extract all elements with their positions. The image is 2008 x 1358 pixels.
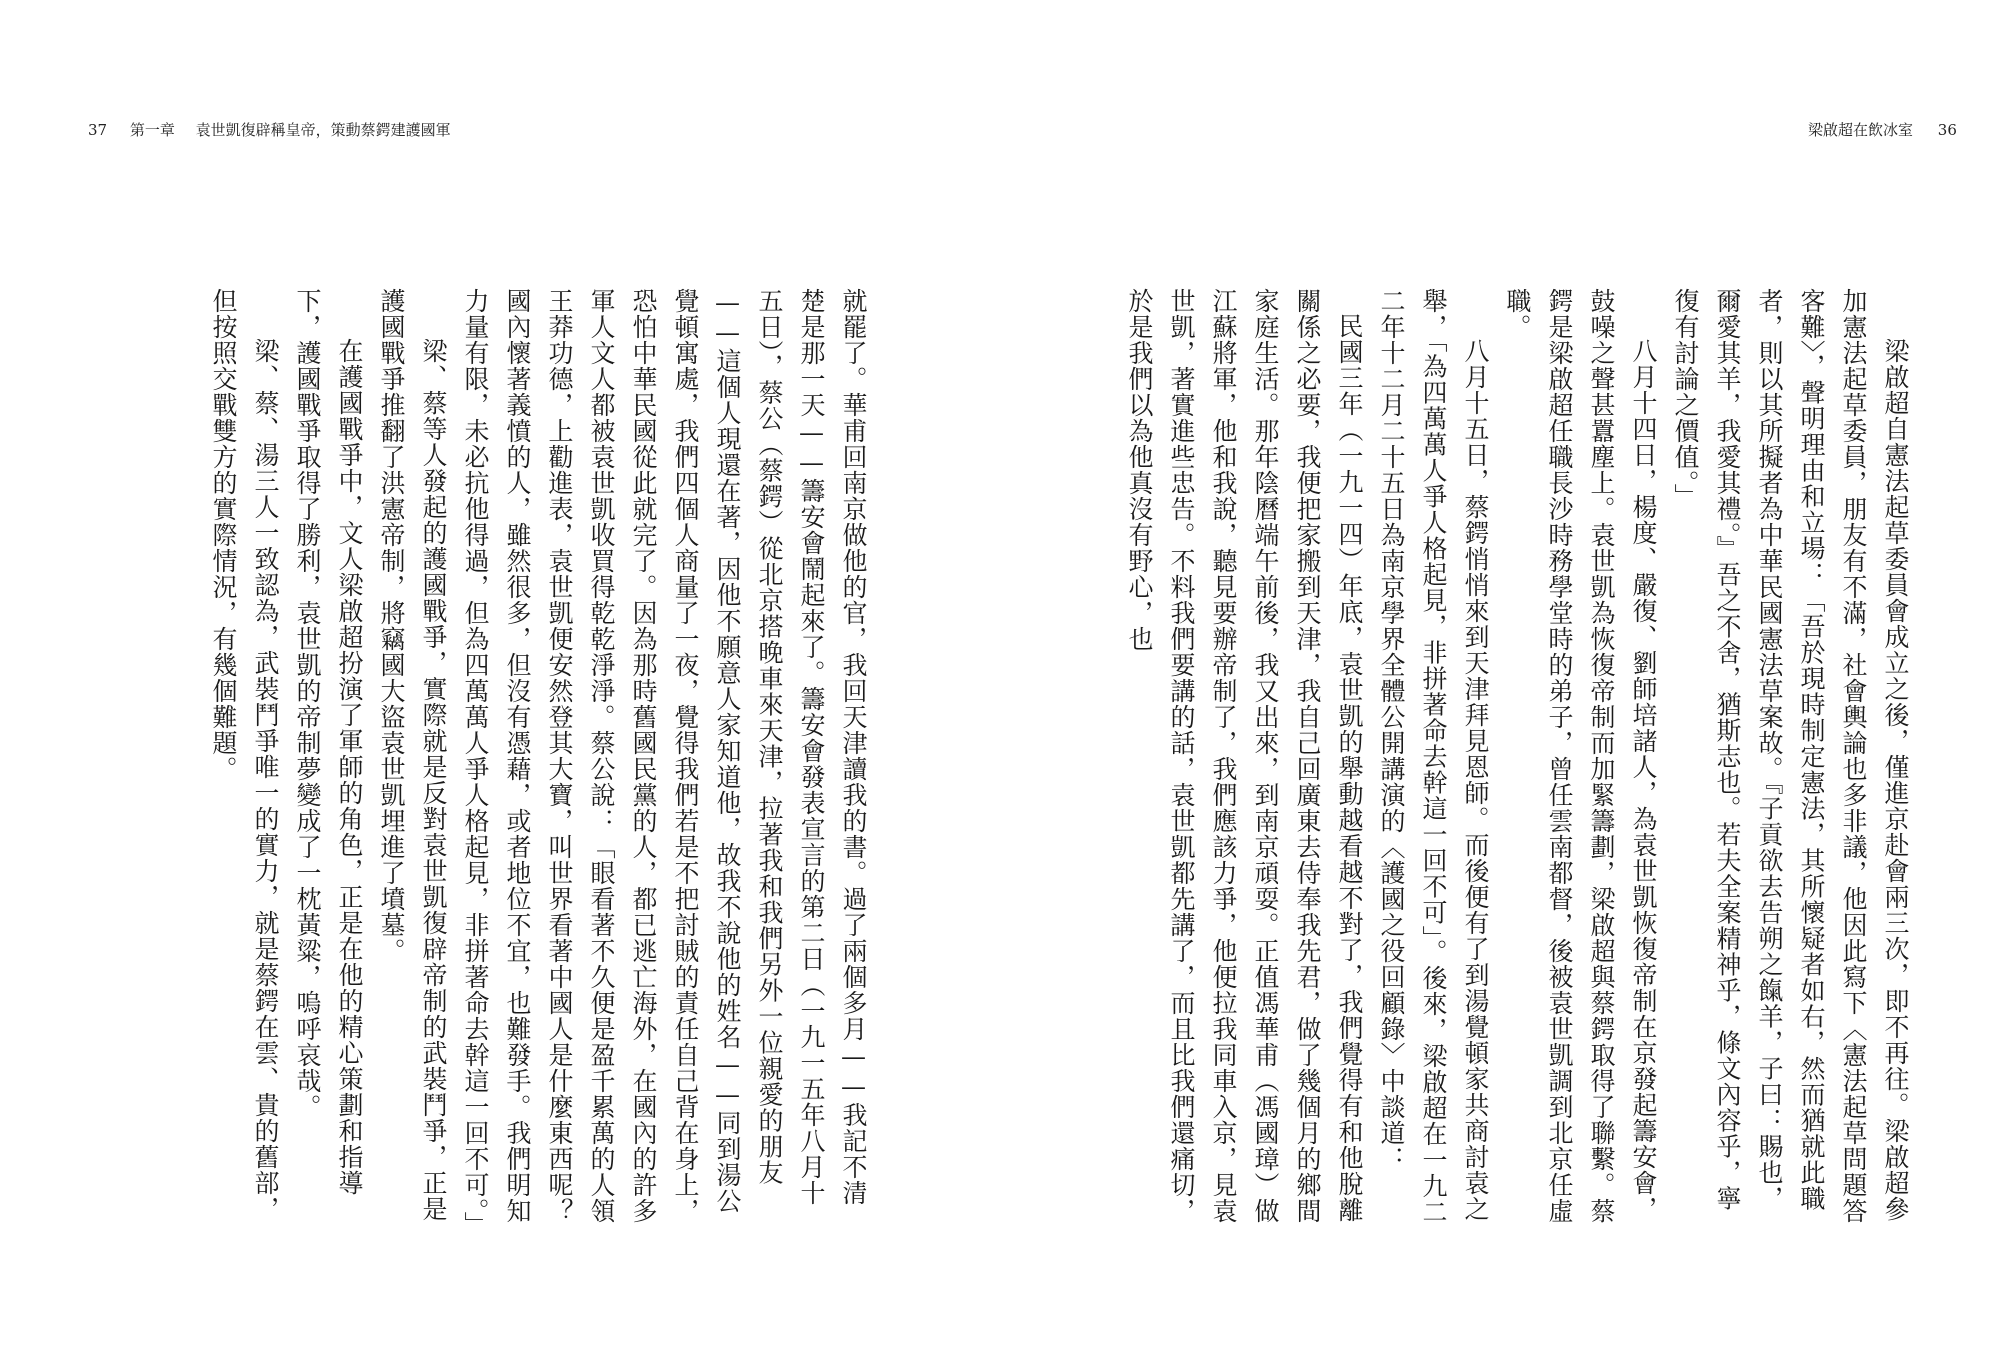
paragraph: 八月十五日，蔡鍔悄悄來到天津拜見恩師。而後便有了到湯覺頓家共商討袁之舉，「為四萬萬人爭人格起見，非拼著命去幹這一回不可」。後來，梁啟超在一九二二年十二月二十五日為南京學界全體公開講演的〈護國之役回顧錄〉中談道： <box>1377 288 1490 1225</box>
chapter-label: 第一章 <box>129 121 175 139</box>
paragraph: 梁、蔡、湯三人一致認為，武裝鬥爭唯一的實力，就是蔡鍔在雲、貴的舊部，但按照交戰雙方的實際情況，有幾個難題。 <box>209 288 280 1222</box>
paragraph: 八月十四日，楊度、嚴復、劉師培諸人，為袁世凱恢復帝制在京發起籌安會，鼓噪之聲甚囂塵上。袁世凱為恢復帝制而加緊籌劃，梁啟超與蔡鍔取得了聯繫。蔡鍔是梁啟超任職長沙時務學堂時的弟子，曾任雲南都督，後被袁世凱調到北京任虛職。 <box>1503 288 1658 1224</box>
paragraph: 梁、蔡等人發起的護國戰爭，實際就是反對袁世凱復辟帝制的武裝鬥爭，正是護國戰爭推翻了洪憲帝制，將竊國大盜袁世凱埋進了墳墓。 <box>377 288 448 1222</box>
right-page-number: 36 <box>1937 121 1957 139</box>
chapter-title: 袁世凱復辟稱皇帝，策動蔡鍔建護國軍 <box>195 121 451 139</box>
paragraph: 梁啟超自憲法起草委員會成立之後，僅進京赴會兩三次，即不再往。梁啟超參加憲法起草委員，朋友有不滿，社會輿論也多非議，他因此寫下〈憲法起草問題答客難〉，聲明理由和立場：「吾於現時制定憲法，其所懷疑者如右，然而猶就此職者，則以其所擬者為中華民國憲法草案故。『子貢欲去告朔之餼羊，子曰：賜也，爾愛其羊，我愛其禮。』吾之不舍，猶斯志也。若夫全案精神乎，條文內容乎，寧復有討論之價值。」 <box>1671 288 1910 1224</box>
right-page-header <box>1808 118 1957 142</box>
book-title: 梁啟超在飲冰室 <box>1808 121 1914 139</box>
left-page-header <box>88 118 451 142</box>
block-quote: 民國三年（一九一四）年底，袁世凱的舉動越看越不對了，我們覺得有和他脫離關係之必要，我便把家搬到天津，我自己回廣東去侍奉我先君，做了幾個月的鄉間家庭生活。那年陰曆端午前後，我又出來，到南京頑耍。正值馮華甫（馮國璋）做江蘇將軍，他和我說，聽見要辦帝制了，我們應該力爭，他便拉我同車入京，見袁世凱，著實進些忠告。不料我們要講的話，袁世凱都先講了，而且比我們還痛切，於是我們以為他真沒有野心，也 <box>1125 288 1364 1224</box>
left-page-number: 37 <box>88 121 108 139</box>
paragraph: 在護國戰爭中，文人梁啟超扮演了軍師的角色，正是在他的精心策劃和指導下，護國戰爭取得了勝利，袁世凱的帝制夢變成了一枕黃粱，嗚呼哀哉。 <box>293 288 364 1196</box>
right-page-body <box>1125 288 1916 1228</box>
left-page-body <box>104 288 874 1238</box>
paragraph: 就罷了。華甫回南京做他的官，我回天津讀我的書。過了兩個多月——我記不清楚是那一天——籌安會鬧起來了。籌安會發表宣言的第二日（一九一五年八月十五日），蔡公（蔡鍔）從北京搭晚車來天津，拉著我和我們另外一位親愛的朋友——這個人現還在著，因他不願意人家知道他，故我不說他的姓名——同到湯公覺頓寓處，我們四個人商量了一夜，覺得我們若是不把討賊的責任自己背在身上，恐怕中華民國從此就完了。因為那時舊國民黨的人，都已逃亡海外，在國內的許多軍人文人都被袁世凱收買得乾乾淨淨。蔡公說：「眼看著不久便是盈千累萬的人領王莽功德，上勸進表，袁世凱便安然登其大寶，叫世界看著中國人是什麼東西呢？國內懷著義憤的人，雖然很多，但沒有憑藉，或者地位不宜，也難發手。我們明知力量有限，未必抗他得過，但為四萬萬人爭人格起見，非拼著命去幹這一回不可。」 <box>461 288 868 1238</box>
